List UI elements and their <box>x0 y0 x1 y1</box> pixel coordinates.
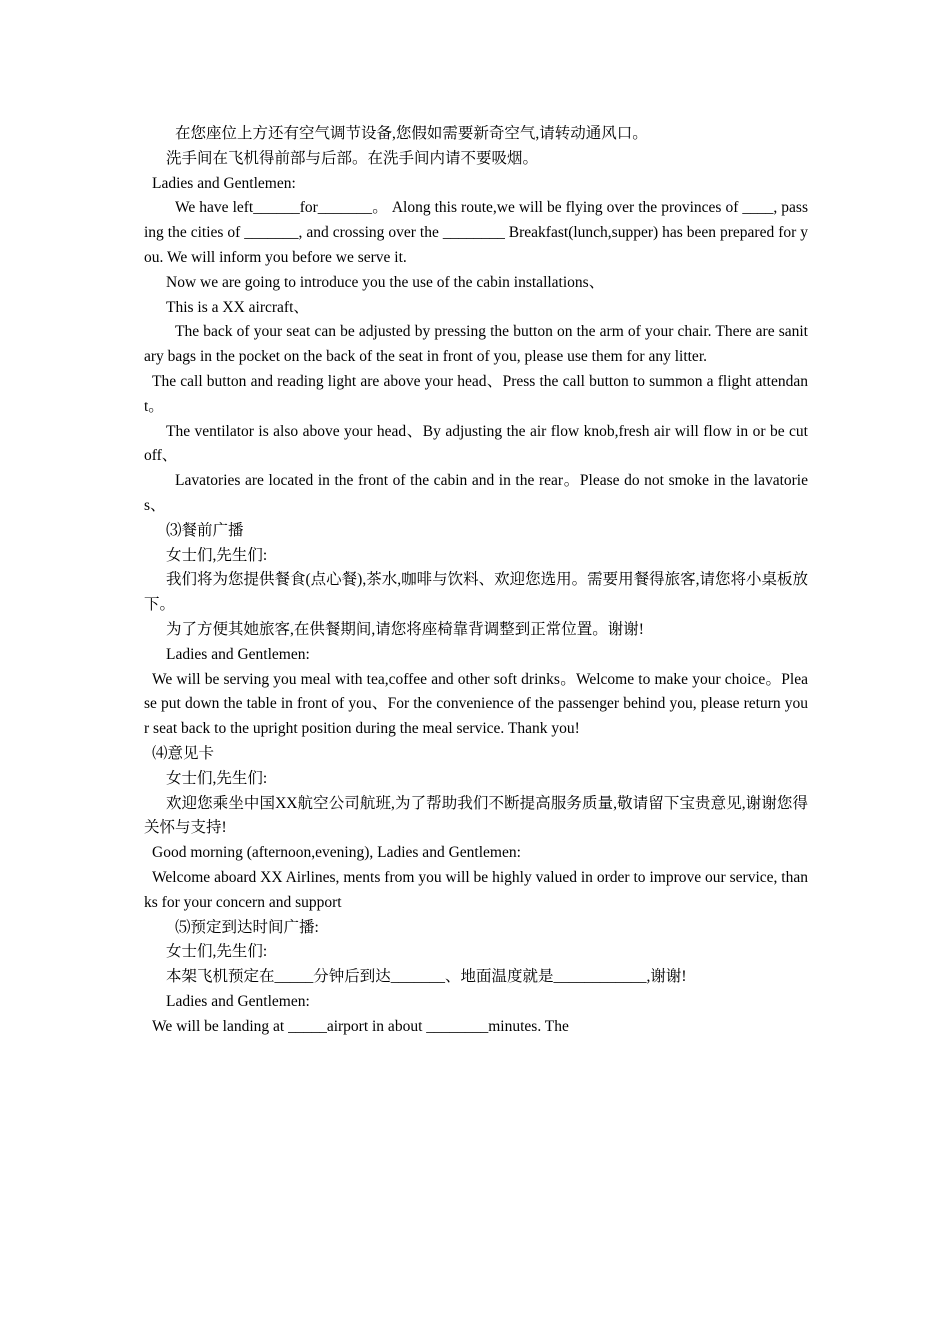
paragraph: This is a XX aircraft、 <box>166 298 309 316</box>
paragraph: We have left______for_______。 Along this route,we will be flying over the provinces of ____, passing the cities of _______, and crossing over the ________ Breakfast(lunch,supper) has been prepared for you. We will inform you before we serve it. <box>144 199 808 266</box>
section-heading: ⑶餐前广播 <box>166 521 244 539</box>
paragraph: 在您座位上方还有空气调节设备,您假如需要新奇空气,请转动通风口。 <box>175 125 648 142</box>
paragraph: We will be landing at _____airport in about ________minutes. The <box>152 1017 569 1035</box>
paragraph: 女士们,先生们: <box>166 769 268 787</box>
paragraph: Now we are going to introduce you the use of the cabin installations、 <box>166 273 605 291</box>
paragraph: Ladies and Gentlemen: <box>166 645 310 663</box>
paragraph: Ladies and Gentlemen: <box>166 992 310 1010</box>
section-heading: ⑸预定到达时间广播: <box>175 918 319 936</box>
paragraph: 欢迎您乘坐中国XX航空公司航班,为了帮助我们不断提高服务质量,敬请留下宝贵意见,谢谢您得关怀与支持! <box>144 794 808 837</box>
paragraph: Welcome aboard XX Airlines, ments from you will be highly valued in order to improve our service, thanks for your concern and support <box>144 868 808 911</box>
section-heading: ⑷意见卡 <box>152 744 215 762</box>
paragraph: 女士们,先生们: <box>166 546 268 564</box>
paragraph: 洗手间在飞机得前部与后部。在洗手间内请不要吸烟。 <box>166 149 539 167</box>
paragraph: The ventilator is also above your head、By adjusting the air flow knob,fresh air will flow in or be cut off、 <box>144 422 808 465</box>
paragraph: The back of your seat can be adjusted by pressing the button on the arm of your chair. There are sanitary bags in the pocket on the back of the seat in front of you, please use them for any litter. <box>144 323 808 366</box>
paragraph: Ladies and Gentlemen: <box>152 174 296 192</box>
paragraph: Good morning (afternoon,evening), Ladies and Gentlemen: <box>152 844 521 862</box>
paragraph: Lavatories are located in the front of the cabin and in the rear。Please do not smoke in the lavatories、 <box>144 472 808 514</box>
paragraph: 本架飞机预定在_____分钟后到达_______、地面温度就是____________,谢谢! <box>166 968 687 986</box>
paragraph: 我们将为您提供餐食(点心餐),茶水,咖啡与饮料、欢迎您选用。需要用餐得旅客,请您将小桌板放下。 <box>144 571 808 614</box>
paragraph: We will be serving you meal with tea,coffee and other soft drinks。Welcome to make your choice。Please put down the table in front of you、For the convenience of the passenger behind you, please return your seat back to the upright position during the meal service. Thank you! <box>144 670 808 738</box>
paragraph: 为了方便其她旅客,在供餐期间,请您将座椅靠背调整到正常位置。谢谢! <box>166 620 644 638</box>
paragraph: 女士们,先生们: <box>166 943 268 961</box>
document-body <box>144 122 808 1039</box>
paragraph: The call button and reading light are above your head、Press the call button to summon a flight attendant。 <box>144 372 808 415</box>
